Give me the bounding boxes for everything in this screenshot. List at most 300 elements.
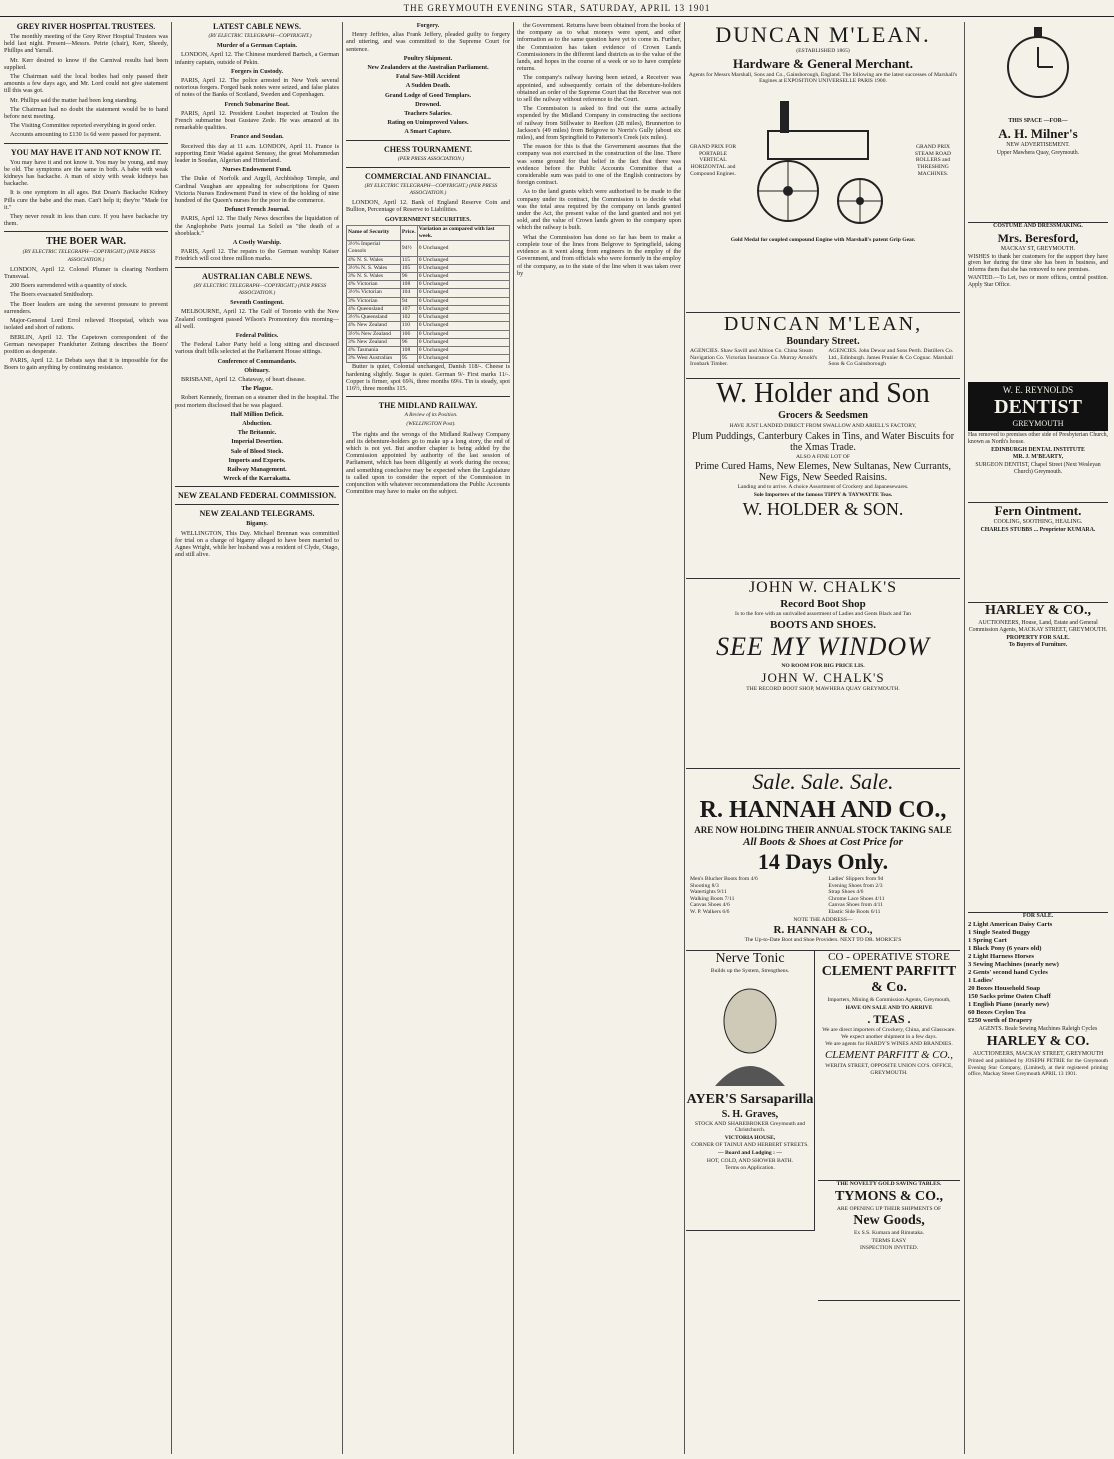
table-cell: 107 (400, 305, 417, 313)
ad-text: Ex S.S. Kumara and Rimutaka. (853, 1230, 925, 1237)
table-cell: 104 (400, 289, 417, 297)
table-header: Variation as compared with last week. (417, 225, 509, 240)
table-cell: 94½ (400, 241, 417, 256)
column-4 (517, 22, 681, 1454)
ad-title: W. HOLDER & SON. (742, 499, 904, 520)
ad-text: Sole Importers of the famous TIPPY & TAYWATTE Teas. (753, 491, 893, 498)
portrait-illustration (705, 976, 795, 1086)
column-rule (171, 22, 172, 1454)
article-heading: The Plague. (241, 385, 273, 393)
article-paragraph: The Chairman said the local bodies had only passed their amounts a few days ago, and Mr. Lord could not give statement till this was got. (4, 73, 168, 95)
printers-imprint: Printed and published by JOSEPH PETRIE for the Greymouth Evening Star Company, (Limited), at their registered printing office, Mackay Street Greymouth APRIL 13 1901. (968, 1058, 1108, 1078)
w-holder-ad (686, 378, 960, 579)
price-list-left (690, 876, 818, 916)
boer-war-subhead: (BY ELECTRIC TELEGRAPH—COPYRIGHT.) (PER PRESS ASSOCIATION.) (22, 249, 156, 263)
ad-title: Mrs. Beresford, (997, 230, 1079, 245)
table-cell: 3½% Victorian (347, 289, 401, 297)
table-cell: 0 Unchanged (417, 281, 509, 289)
list-item: 1 Ladies' (968, 976, 994, 984)
article-paragraph: The rights and the wrongs of the Midland Railway Company and its debenture-holders go to make up a long story, the end of which is not yet. But another chapter is being added by the Commission appointed by authority of the last session of Parliament, which has been diligently at work during the recess; and something conclusive may be expected when the Legislature is called upon to consider the report of the Commission in conjunction with whatever recommendations the Public Accounts Committee may have to make on the subject. (346, 430, 510, 496)
table-cell: 0 Unchanged (417, 273, 509, 281)
ad-text: AUCTIONEERS, House, Land, Estate and General Commission Agents, MACKAY STREET, GREYMOUTH. (968, 620, 1108, 633)
tymons-ad (818, 1180, 960, 1301)
article-paragraph: The monthly meeting of the Grey River Hospital Trustees was held last night. Present—Messrs. Petrie (chair), Kerr, Sheedy, Phillips and Yarrall. (4, 33, 168, 55)
ad-title: A. H. Milner's (998, 125, 1078, 141)
divider (346, 140, 510, 141)
ad-text: INSPECTION INVITED. (859, 1245, 919, 1252)
ad-text: HOT, COLD, AND SHOWER BATH. (706, 1157, 794, 1164)
ad-text: TERMS EASY (871, 1237, 907, 1244)
article-paragraph: LONDON, April 12. The Chinese murdered Bartsch, a German infantry captain, outside of Pekin. (175, 51, 339, 66)
article-paragraph: The company's railway having been seized, a Receiver was appointed, and subsequently certain of the debenture-holders obtained an order of the Supreme Court that the Receiver was not to sell the railway without reference to the Court. (517, 74, 681, 104)
divider (4, 231, 168, 232)
table-cell: 0 Unchanged (417, 264, 509, 272)
table-row (347, 346, 510, 354)
ad-title: SEE MY WINDOW (716, 631, 930, 661)
ad-text: Builds up the System, Strengthens. (710, 968, 790, 974)
table-cell: 108 (400, 281, 417, 289)
ad-text: THE RECORD BOOT SHOP, MAWHERA QUAY GREYMOUTH. (746, 686, 900, 693)
table-cell: 3% New Zealand (347, 338, 401, 346)
australian-cable-headline: AUSTRALIAN CABLE NEWS. (201, 271, 313, 281)
table-row (347, 264, 510, 272)
ad-heading: VICTORIA HOUSE, (724, 1134, 776, 1141)
article-heading: A Costly Warship. (232, 239, 282, 247)
list-item: Chrome Lace Shoes 4/11 (828, 895, 885, 902)
article-heading: Railway Management. (227, 465, 287, 473)
ad-text: MACKAY ST, GREYMOUTH. (1000, 245, 1076, 252)
ad-text: STOCK AND SHAREBROKER Greymouth and Christchurch. (694, 1120, 806, 1134)
hospital-headline: GREY RIVER HOSPITAL TRUSTEES. (16, 22, 156, 31)
divider (4, 143, 168, 144)
article-paragraph: Robert Kennedy, fireman on a steamer died in the hospital. The post mortem disclosed that he was plagued. (175, 394, 339, 409)
article-paragraph: LONDON, April 12. Colonel Plumer is clearing Northern Transvaal. (4, 265, 168, 281)
column-rule (964, 22, 965, 1454)
ad-heading: All Boots & Shoes at Cost Price for (743, 836, 903, 848)
ad-text: We are direct importers of Crockery, China, and Glassware. We expect another shipment in a few days. (822, 1027, 956, 1040)
ad-text: THIS SPACE —FOR— (1008, 118, 1068, 124)
list-item: 150 Sacks prime Oaten Chaff (968, 992, 1051, 1000)
ad-text: CORNER OF TAINUI AND HERBERT STREETS. (691, 1142, 809, 1149)
table-cell: 4% Queensland (347, 305, 401, 313)
ad-heading: PROPERTY FOR SALE. (1006, 634, 1070, 641)
table-row (347, 305, 510, 313)
article-heading: Half Million Deficit. (230, 410, 284, 418)
article-heading: Obituary. (244, 366, 270, 374)
article-paragraph: Accounts amounting to £130 1s 6d were passed for payment. (10, 131, 162, 139)
harley-auctioneers-ad (968, 602, 1108, 913)
ad-heading: THE NOVELTY GOLD SAVING TABLES. (836, 1181, 942, 1187)
table-cell: 0 Unchanged (417, 256, 509, 264)
ad-title: New Goods, (853, 1213, 925, 1229)
article-paragraph: The Boers evacuated Smithsdorp. (10, 291, 94, 299)
nerve-tonic-ad (686, 950, 815, 1231)
article-heading: Teachers Salaries. (404, 110, 452, 118)
subhead: (BY ELECTRIC TELEGRAPH—COPYRIGHT.) (PER PRESS ASSOCIATION.) (364, 182, 498, 197)
you-may-have-headline: YOU MAY HAVE IT AND NOT KNOW IT. (10, 147, 162, 157)
for-sale-ad (968, 912, 1108, 1452)
ad-heading: MR. J. M'BEARTY, (1012, 454, 1064, 461)
ad-title: HARLEY & CO. (986, 1033, 1090, 1049)
column-3 (346, 22, 510, 1454)
list-item: Men's Blucher Boots from 4/6 (690, 876, 758, 882)
article-paragraph: PARIS, April 12. Le Debats says that it is impossible for the Boers to gain anything by continuing resistance. (4, 357, 168, 372)
clock-icon (1003, 22, 1073, 112)
ad-text: The Up-to-Date Boot and Shoe Providers. NEXT TO DR. MORICE'S (744, 937, 902, 944)
ad-text: SURGEON DENTIST, Chapel Street (Next Wesleyan Church) Greymouth. (975, 462, 1101, 475)
list-item: Elastic Side Boots 6/11 (828, 908, 881, 915)
ad-title: DUNCAN M'LEAN, (723, 313, 923, 335)
article-paragraph: Butter is quiet, Colonial unchanged, Danish 118/-. Cheese is hardening slightly. Sugar is quiet. German 9/- First marks 11/-. Copper is firmer, spot 69¾, three months 69¼. Tin is steady, spot 116½, three months 115. (346, 363, 510, 392)
article-paragraph: BRISBANE, April 12. Chataway, of heart disease. (181, 375, 306, 383)
co-operative-store-ad (818, 950, 960, 1181)
ad-title: Fern Ointment. (994, 503, 1082, 518)
list-item: 60 Boxes Ceylon Tea (968, 1008, 1026, 1016)
article-heading: Drowned. (415, 100, 441, 108)
table-cell: 3½% Queensland (347, 314, 401, 322)
latest-cable-headline: LATEST CABLE NEWS. (213, 22, 301, 31)
ad-title: W. Holder and Son (716, 378, 930, 409)
article-paragraph: The Duke of Norfolk and Argyll, Archbishop Temple, and Cardinal Vaughan are appealing for subscriptions for Queen Victoria Nurses Endowment Fund in view of the holding of nine hundred of the Queen's nurses for the poor in the commerce. (175, 175, 339, 205)
ad-heading: FOR SALE. (1022, 913, 1054, 919)
article-paragraph: the Government. Returns have been obtained from the books of the company as to what moneys were spent, and other information as to the same question have yet to come in. Further, the Commission has taken evidence of Crown Lands Commissioners in the different land districts as to the value of the lands, and hopes in the course of a week or so to have complete returns. (517, 22, 681, 73)
article-heading: Bigamy. (246, 520, 268, 528)
ad-text: Agents for Messrs Marshall, Sons and Co., Gainsborough, England. The following are the latest successes of Marshall's Engines at EXPOSITION UNIVERSELLE PARIS 1900. (688, 71, 958, 85)
table-cell: 0 Unchanged (417, 322, 509, 330)
article-paragraph: The Visiting Committee reported everything in good order. (10, 122, 156, 130)
article-heading: A Smart Capture. (404, 128, 452, 136)
ad-title: DENTIST (994, 396, 1082, 418)
article-paragraph: Mr. Phillips said the matter had been long standing. (10, 96, 138, 104)
ad-text: GRAND PRIX FOR PORTABLE VERTICAL HORIZONTAL and Compound Engines. (689, 144, 737, 177)
ad-title: R. HANNAH AND CO., (699, 797, 947, 823)
list-item: 1 Single Seated Buggy (968, 928, 1031, 936)
article-paragraph: Major-General Lord Errol relieved Hoopstad, which was isolated and short of rations. (4, 317, 168, 332)
table-cell: 3½% N. S. Wales (347, 264, 401, 272)
midland-headline: THE MIDLAND RAILWAY. (378, 401, 478, 411)
article-paragraph: Mr. Kerr desired to know if the Carnival results had been supplied. (4, 56, 168, 71)
ad-text: AGENCIES. John Dewar and Sons Perth. Distillers Co. Ltd., Edinburgh. James Prunier & Co Cognac. Marshall Sons & Co Gainsborough (828, 348, 954, 368)
table-cell: 3% Victorian (347, 297, 401, 305)
ad-heading: W. E. REYNOLDS (1002, 385, 1074, 395)
column-rule (513, 22, 514, 1454)
article-paragraph: PARIS, April 12. President Loubet inspected at Toulon the French submarine boat Gustave Zede. He was amazed at its remarkable qualities. (175, 109, 339, 132)
list-item: Evening Shoes from 2/3 (828, 882, 883, 889)
table-cell: 4% Tasmania (347, 346, 401, 354)
column-rule (684, 22, 685, 1454)
ad-heading: Hardware & General Merchant. (732, 55, 914, 71)
ad-text: Prime Cured Hams, New Elemes, New Sultanas, New Currants, New Figs, New Seeded Raisins. (694, 461, 952, 484)
subhead: (BY ELECTRIC TELEGRAPH—COPYRIGHT.) (PER PRESS ASSOCIATION.) (193, 282, 327, 296)
ad-text: We are agents for HARDY'S WINES AND BRANDIES. (825, 1041, 953, 1048)
list-item: 1 English Piano (nearly new) (968, 1000, 1049, 1008)
article-paragraph: As to the land grants which were authorised to be made to the company under its contract, the Commission is to decide what was the total area required by the company on lands granted under the Act, the present value of the land granted and not yet sold, and the value of Crown lands given to the company upon which the railway is built. (517, 188, 681, 232)
table-row (347, 330, 510, 338)
ad-text: Plum Puddings, Canterbury Cakes in Tins, and Water Biscuits for the Xmas Trade. (691, 430, 955, 453)
table-cell: 94 (400, 297, 417, 305)
article-heading: Seventh Contingent. (230, 299, 284, 307)
article-paragraph: They never result in less than cure. If you have backache try them. (4, 213, 168, 228)
ad-title: CLEMENT PARFITT & CO., (824, 1048, 954, 1061)
article-heading: Imports and Exports. (228, 456, 286, 464)
ad-heading: R. HANNAH & CO., (773, 924, 873, 937)
table-row (347, 281, 510, 289)
table-row (347, 297, 510, 305)
ad-text: Terms on Application. (725, 1165, 775, 1172)
list-item: Canvas Shoes from 4/11 (828, 902, 883, 909)
ad-text: Upper Mawhera Quay, Greymouth. (996, 149, 1080, 156)
subhead: A Review of its Position. (404, 412, 458, 419)
list-item: 2 Light Harness Horses (968, 952, 1035, 960)
ad-heading: BOOTS AND SHOES. (769, 618, 877, 631)
ad-text: AGENCIES. Shaw Savill and Albion Co. China Steam Navigation Co. Victorian Insurance Co. Murray Arnold's Ironbark Timber. (690, 348, 818, 368)
list-item: £250 worth of Drapery (968, 1016, 1033, 1024)
ad-title: HARLEY & CO., (984, 603, 1092, 618)
article-paragraph: LONDON, April 12. Bank of England Reserve Coin and Bullion, Percentage of Reserve to Liabilities. (346, 199, 510, 214)
table-cell: 0 Unchanged (417, 355, 509, 363)
table-row (347, 322, 510, 330)
table-cell: 4% N. S. Wales (347, 256, 401, 264)
divider (175, 486, 339, 487)
ad-text: Importers, Mining & Commission Agents, Greymouth, (827, 997, 951, 1003)
table-cell: 3½% Imperial Consols (347, 241, 401, 256)
securities-table (346, 225, 510, 363)
article-paragraph: The Chairman had no doubt the statement would be to hand before next meeting. (4, 105, 168, 121)
table-cell: 0 Unchanged (417, 330, 509, 338)
article-heading: Sale of Blood Stock. (230, 447, 284, 455)
table-header: Name of Security (347, 225, 401, 240)
list-item: 1 Spring Cart (968, 936, 1007, 944)
column-2 (175, 22, 339, 1454)
ad-text: WISHES to thank her customers for the support they have given her during the time she has been in business, and informs them that she has removed to new premises. (968, 253, 1108, 274)
subhead: (PER PRESS ASSOCIATION.) (397, 155, 465, 162)
list-item: 3 Sewing Machines (nearly new) (968, 960, 1059, 968)
table-cell: 0 Unchanged (417, 297, 509, 305)
article-paragraph: BERLIN, April 12. The Capetown correspondent of the German newspaper Frankfurter Zeitung describes the Boers' position as desperate. (4, 333, 168, 355)
divider (175, 267, 339, 268)
article-paragraph: The Boer leaders are using the severest pressure to prevent surrenders. (4, 300, 168, 315)
table-cell: 0 Unchanged (417, 241, 509, 256)
ad-title: TYMONS & CO., (834, 1188, 944, 1204)
column-rule (342, 22, 343, 1454)
chalks-boot-shop-ad (686, 578, 960, 769)
article-heading: Wreck of the Karrakatta. (223, 475, 291, 483)
table-row (347, 273, 510, 281)
table-cell: 4% Victorian (347, 281, 401, 289)
ad-title: 14 Days Only. (757, 849, 889, 874)
ad-text: ALSO A FINE LOT OF (796, 453, 850, 460)
ad-text: NO ROOM FOR BIG PRICE LIS. (781, 662, 865, 669)
table-cell: 0 Unchanged (417, 346, 509, 354)
for-sale-list (968, 921, 1108, 1025)
list-item: W. P. Walkers 6/6 (690, 908, 730, 915)
table-cell: 3% West Australian (347, 355, 401, 363)
ad-text: HAVE JUST LANDED DIRECT FROM SWALLOW AND ARIELL'S FACTORY, (729, 423, 917, 429)
ad-heading: S. H. Graves, (721, 1108, 779, 1120)
article-paragraph: PARIS, April 12. The Daily News describes the liquidation of the Anglophobe Paris journal La Soleil as "the death of a shoeblack." (175, 215, 339, 237)
table-header: Price. (400, 225, 417, 240)
table-cell: 3½% New Zealand (347, 330, 401, 338)
article-heading: GOVERNMENT SECURITIES. (384, 215, 472, 223)
article-paragraph: The Commission is asked to find out the sums actually expended by the Midland Company in constructing the sections of railway from Stillwater to Reefton (28 miles), Brunnerton to Jackson's (49 miles) from Belgrove to Norris's Gully (about six miles), and from Springfield to Patterson's Creek (six miles). (517, 105, 681, 142)
subhead: (BY ELECTRIC TELEGRAPH—COPYRIGHT.) (208, 33, 312, 39)
duncan-mclean-boundary-ad (686, 312, 960, 379)
dentist-ad (968, 382, 1108, 503)
table-cell: 96 (400, 273, 417, 281)
table-row (347, 355, 510, 363)
table-row (347, 314, 510, 322)
table-cell: 108 (400, 346, 417, 354)
article-paragraph: What the Commission has done so far has been to make a complete tour of the lines from Belgrove to Springfield, taking evidence as it went along from engineers in the employ of the Government, and from officials who were formerly in the employ of the company, as to the state of the line when it was taken over by (517, 233, 681, 277)
list-item: 2 Gents' second hand Cycles (968, 968, 1048, 976)
divider (175, 504, 339, 505)
ad-text: WANTED.—To Let, two or more offices, central position. Apply Star Office. (968, 274, 1108, 288)
ad-text: AGENTS. Beale Sewing Machines Raleigh Cycles (978, 1025, 1098, 1032)
ad-title: AYER'S Sarsaparilla (686, 1091, 814, 1107)
article-heading: Abduction. (242, 419, 272, 427)
masthead: THE GREYMOUTH EVENING STAR, SATURDAY, APRIL 13 1901 (0, 0, 1114, 17)
ad-text: Gold Medal for coupled compound Engine with Marshall's patent Grip Gear. (730, 236, 916, 243)
article-heading: Federal Politics. (235, 331, 279, 339)
ad-text: NEW ADVERTISEMENT. (1006, 141, 1070, 148)
table-cell: 96 (400, 338, 417, 346)
table-cell: 115 (400, 256, 417, 264)
table-cell: 3% N. S. Wales (347, 273, 401, 281)
fern-ointment-ad (968, 502, 1108, 603)
ad-text: COOLING, SOOTHING, HEALING. (993, 519, 1083, 525)
ad-title: Sale. Sale. Sale. (752, 769, 894, 794)
article-paragraph: You may have it and not know it. You may be young, and may be old. The symptoms are the same in both. A babe with weak kidneys has backache. A man of sixty with weak kidneys has backache. (4, 158, 168, 188)
table-row (347, 241, 510, 256)
list-item: Watertights 9/11 (690, 889, 727, 896)
table-row (347, 256, 510, 264)
ad-heading: GREYMOUTH (1012, 419, 1064, 428)
article-heading: Conference of Commandants. (217, 357, 297, 365)
table-cell: 102 (400, 314, 417, 322)
article-heading: Fatal Saw-Mill Accident (396, 73, 460, 81)
column-1 (4, 22, 168, 1454)
ad-heading: ARE NOW HOLDING THEIR ANNUAL STOCK TAKING SALE (694, 825, 952, 835)
ad-heading: EDINBURGH DENTAL INSTITUTE (991, 446, 1085, 453)
ad-text: NOTE THE ADDRESS— (793, 916, 853, 923)
ad-text: AUCTIONEERS, MACKAY STREET, GREYMOUTH (972, 1050, 1104, 1057)
article-heading: Poultry Shipment. (403, 54, 453, 62)
ad-heading: Grocers & Seedsmen (778, 410, 868, 421)
table-row (347, 338, 510, 346)
beresford-ad (968, 222, 1108, 383)
list-item: 2 Light American Daisy Carts (968, 920, 1053, 928)
article-heading: French Submarine Boat. (224, 100, 290, 108)
article-paragraph: 200 Boers surrendered with a quantity of stock. (10, 282, 128, 290)
list-item: Walking Boots 7/11 (690, 895, 735, 902)
ad-text: (ESTABLISHED 1865) (796, 48, 850, 54)
ad-title: CLEMENT PARFITT & Co. (821, 964, 957, 995)
ad-text: — Board and Lodging : — (718, 1149, 782, 1156)
article-heading: Forgery. (416, 22, 440, 29)
article-paragraph: MELBOURNE, April 12. The Gulf of Toronto with the New Zealand contingent passed Wilson's Promontory this morning—all well. (175, 308, 339, 330)
list-item: Strap Shoes 4/6 (828, 889, 864, 896)
ad-text: WERITA STREET, OPPOSITE UNION CO'S. OFFICE, GREYMOUTH. (825, 1062, 953, 1076)
list-item: 20 Boxes Household Soap (968, 984, 1041, 992)
article-paragraph: PARIS, April 12. The police arrested in New York several notorious forgers. Forged bank notes were seized, and false plates of notes of the Banks of Scotland, Sweden and Copenhagen. (175, 77, 339, 99)
divider (346, 396, 510, 397)
duncan-mclean-ad (686, 22, 960, 313)
ad-title: Nerve Tonic (715, 951, 785, 966)
article-heading: Rating on Unimproved Values. (387, 119, 469, 127)
article-heading: The Britannic. (237, 429, 277, 437)
ad-text: Is to the fore with an unrivalled assortment of Ladies and Gents Black and Tan (735, 611, 911, 617)
article-paragraph: The Federal Labor Party held a long sitting and discussed various draft bills selected at the Parliament House sittings. (175, 341, 339, 356)
subhead: (WELLINGTON Post). (406, 421, 456, 428)
ad-text: HAVE ON SALE AND TO ARRIVE (845, 1004, 933, 1011)
ad-title: JOHN W. CHALK'S (761, 670, 885, 686)
article-paragraph: It is one symptom in all ages. But Doan's Backache Kidney Pills cure the babe and the man. Can't help it; they're "Made for it." (4, 189, 168, 211)
r-hannah-ad (686, 768, 960, 951)
table-cell: 105 (400, 264, 417, 272)
table-cell: 106 (400, 330, 417, 338)
article-heading: Grand Lodge of Good Templars. (384, 91, 472, 99)
table-cell: 0 Unchanged (417, 289, 509, 297)
table-cell: 0 Unchanged (417, 314, 509, 322)
divider (346, 167, 510, 168)
price-list-right (828, 876, 956, 916)
boer-war-headline: THE BOER WAR. (45, 236, 127, 248)
ad-title: JOHN W. CHALK'S (748, 579, 898, 596)
table-cell: 0 Unchanged (417, 305, 509, 313)
ad-text: Has removed to premises other side of Presbyterian Church, known as North's house. (968, 432, 1108, 445)
article-paragraph: PARIS, April 12. The repairs to the German warship Kaiser Friedrich will cost three million marks. (175, 248, 339, 263)
ad-title: DUNCAN M'LEAN. (715, 22, 931, 47)
ad-heading: Record Boot Shop (780, 598, 866, 610)
list-item: Shooting 8/3 (690, 882, 719, 889)
milner-ad (968, 22, 1108, 223)
article-heading: New Zealanders at the Australian Parliament. (367, 64, 489, 72)
article-heading: Forgers in Custody. (230, 67, 284, 75)
article-paragraph: Henry Jeffries, alias Frank Jeffery, pleaded guilty to forgery and uttering, and was committed to the Supreme Court for sentence. (346, 31, 510, 53)
traction-engine-illustration (748, 91, 898, 231)
article-heading: Murder of a German Captain. (216, 42, 298, 50)
ad-heading: Boundary Street. (786, 336, 860, 347)
table-cell: 0 Unchanged (417, 338, 509, 346)
chess-headline: CHESS TOURNAMENT. (383, 144, 473, 154)
article-heading: France and Soudan. (230, 133, 284, 141)
article-paragraph: WELLINGTON, This Day. Michael Brennan was committed for trial on a charge of bigamy alleged to have been married to Agnes Wright, while her husband was a resident of Clyde, Otago, and still alive. (175, 529, 339, 559)
table-cell: 95 (400, 355, 417, 363)
table-cell: 4% New Zealand (347, 322, 401, 330)
ad-text: Landing and to arrive. A choice Assortment of Crockery and Japanesewares. (737, 484, 909, 491)
article-heading: Nurses Endowment Fund. (222, 166, 292, 174)
nz-federal-commission-headline: NEW ZEALAND FEDERAL COMMISSION. (177, 491, 337, 501)
nz-telegrams-headline: NEW ZEALAND TELEGRAMS. (199, 509, 315, 519)
ad-text: ARE OPENING UP THEIR SHIPMENTS OF (836, 1205, 942, 1212)
table-cell: 110 (400, 322, 417, 330)
ad-heading: To Buyers of Furniture. (1008, 642, 1068, 649)
ad-text: CHARLES STUBBS ... Proprietor KUMARA. (980, 526, 1096, 533)
article-heading: Defunct French Journal. (224, 206, 290, 214)
ad-text: GRAND PRIX STEAM ROAD ROLLERS and THRESHING MACHINES. (914, 144, 952, 177)
ad-heading: COSTUME AND DRESSMAKING. (993, 223, 1083, 229)
commercial-headline: COMMERCIAL AND FINANCIAL. (364, 171, 491, 181)
list-item: 1 Black Pony (6 years old) (968, 944, 1042, 952)
article-paragraph: The reason for this is that the Government assumes that the company was not exercised in the construction of the line. There was some ground for that belief in the fact that there was evidence before the Public Accounts Committee that a considerable sum was paid to one of the English contractors by foreign contract. (517, 143, 681, 187)
ad-title: CO - OPERATIVE STORE (828, 951, 950, 963)
list-item: Canvas Shoes 4/6 (690, 902, 730, 909)
article-paragraph: Received this day at 11 a.m. LONDON, April 11. France is supporting Emir Wadai against Senussy, the great Mohammedan leader in Soudan, Algerian and Hinterland. (175, 142, 339, 165)
list-item: Ladies' Slippers from 9d (828, 876, 884, 882)
article-heading: A Sudden Death. (405, 82, 451, 90)
ad-heading: . TEAS . (867, 1012, 911, 1027)
article-heading: Imperial Desertion. (231, 438, 283, 446)
